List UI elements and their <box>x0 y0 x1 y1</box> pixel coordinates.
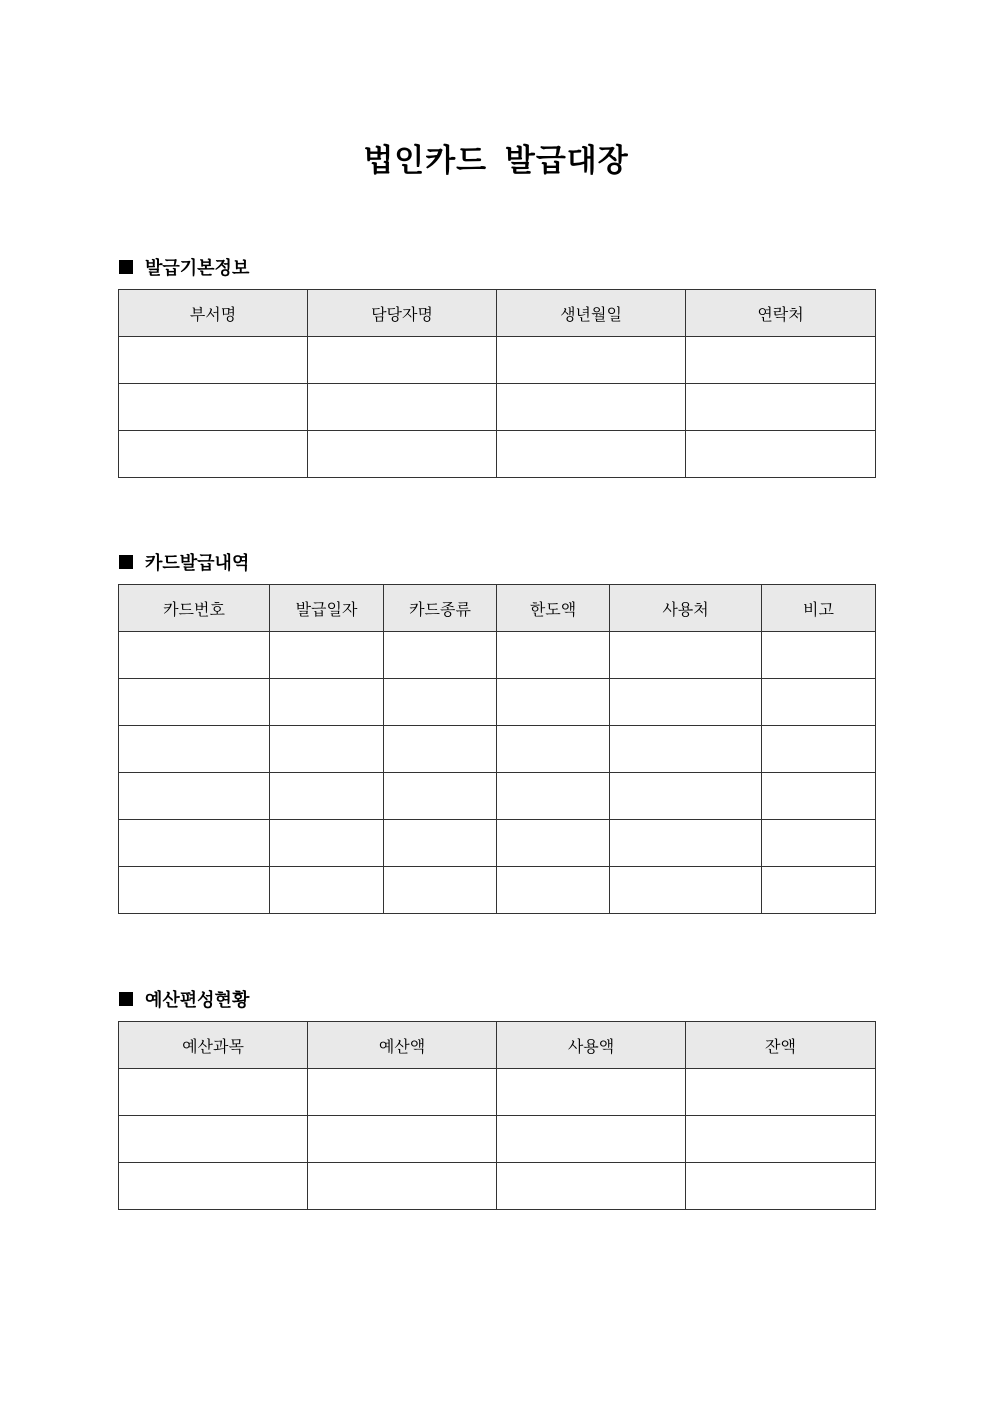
table-cell[interactable] <box>119 384 308 431</box>
section-heading-budget <box>119 986 249 1012</box>
table-row <box>119 1163 876 1210</box>
column-header-contact: 연락처 <box>686 290 876 337</box>
table-cell[interactable] <box>610 726 762 773</box>
table-cell[interactable] <box>686 1163 876 1210</box>
table-cell[interactable] <box>497 1163 686 1210</box>
table-cell[interactable] <box>497 384 686 431</box>
basic-info-table <box>118 289 876 478</box>
table-cell[interactable] <box>270 679 384 726</box>
table-cell[interactable] <box>308 1116 497 1163</box>
table-cell[interactable] <box>610 773 762 820</box>
table-row <box>119 867 876 914</box>
table-cell[interactable] <box>270 726 384 773</box>
column-header-limit: 한도액 <box>497 585 610 632</box>
table-row <box>119 1116 876 1163</box>
table-cell[interactable] <box>497 1116 686 1163</box>
square-bullet-icon <box>119 992 133 1006</box>
table-row <box>119 384 876 431</box>
column-header-remarks: 비고 <box>762 585 876 632</box>
table-row <box>119 679 876 726</box>
table-cell[interactable] <box>119 1069 308 1116</box>
table-cell[interactable] <box>270 632 384 679</box>
column-header-balance: 잔액 <box>686 1022 876 1069</box>
budget-table <box>118 1021 876 1210</box>
table-cell[interactable] <box>762 632 876 679</box>
table-cell[interactable] <box>497 337 686 384</box>
table-cell[interactable] <box>119 1116 308 1163</box>
table-row <box>119 726 876 773</box>
table-cell[interactable] <box>384 773 497 820</box>
section-heading-basic-info <box>119 254 249 280</box>
table-cell[interactable] <box>497 726 610 773</box>
table-cell[interactable] <box>308 337 497 384</box>
table-row <box>119 1069 876 1116</box>
table-cell[interactable] <box>119 1163 308 1210</box>
page-title: 법인카드 발급대장 <box>363 143 629 179</box>
table-cell[interactable] <box>119 679 270 726</box>
table-cell[interactable] <box>384 632 497 679</box>
table-cell[interactable] <box>686 384 876 431</box>
card-issuance-table <box>118 584 876 914</box>
column-header-usage-place: 사용처 <box>610 585 762 632</box>
table-cell[interactable] <box>308 1163 497 1210</box>
table-cell[interactable] <box>497 867 610 914</box>
table-cell[interactable] <box>119 820 270 867</box>
table-cell[interactable] <box>762 726 876 773</box>
table-cell[interactable] <box>610 867 762 914</box>
section-heading-card-issuance <box>119 549 249 575</box>
table-cell[interactable] <box>762 773 876 820</box>
table-cell[interactable] <box>119 867 270 914</box>
table-cell[interactable] <box>762 679 876 726</box>
column-header-card-number: 카드번호 <box>119 585 270 632</box>
table-row <box>119 820 876 867</box>
table-cell[interactable] <box>686 337 876 384</box>
table-header-row <box>119 290 876 337</box>
table-cell[interactable] <box>119 337 308 384</box>
table-header-row <box>119 1022 876 1069</box>
column-header-budget-item: 예산과목 <box>119 1022 308 1069</box>
table-cell[interactable] <box>384 820 497 867</box>
table-cell[interactable] <box>270 867 384 914</box>
table-cell[interactable] <box>497 632 610 679</box>
table-cell[interactable] <box>119 726 270 773</box>
column-header-birthdate: 생년월일 <box>497 290 686 337</box>
table-header-row <box>119 585 876 632</box>
table-cell[interactable] <box>497 1069 686 1116</box>
column-header-manager: 담당자명 <box>308 290 497 337</box>
table-cell[interactable] <box>308 384 497 431</box>
table-cell[interactable] <box>762 867 876 914</box>
table-cell[interactable] <box>119 431 308 478</box>
table-cell[interactable] <box>497 820 610 867</box>
table-cell[interactable] <box>497 431 686 478</box>
column-header-department: 부서명 <box>119 290 308 337</box>
table-cell[interactable] <box>686 431 876 478</box>
column-header-card-type: 카드종류 <box>384 585 497 632</box>
column-header-issue-date: 발급일자 <box>270 585 384 632</box>
table-cell[interactable] <box>270 820 384 867</box>
section-heading-label: 발급기본정보 <box>145 258 250 279</box>
table-cell[interactable] <box>308 431 497 478</box>
column-header-used-amount: 사용액 <box>497 1022 686 1069</box>
section-heading-label: 카드발급내역 <box>145 553 250 574</box>
table-cell[interactable] <box>610 679 762 726</box>
table-cell[interactable] <box>610 820 762 867</box>
table-cell[interactable] <box>270 773 384 820</box>
table-cell[interactable] <box>119 773 270 820</box>
table-cell[interactable] <box>384 679 497 726</box>
section-heading-label: 예산편성현황 <box>145 990 250 1011</box>
table-cell[interactable] <box>384 726 497 773</box>
table-cell[interactable] <box>610 632 762 679</box>
table-row <box>119 337 876 384</box>
column-header-budget-amount: 예산액 <box>308 1022 497 1069</box>
table-cell[interactable] <box>308 1069 497 1116</box>
table-cell[interactable] <box>497 679 610 726</box>
table-cell[interactable] <box>497 773 610 820</box>
square-bullet-icon <box>119 260 133 274</box>
table-row <box>119 773 876 820</box>
table-row <box>119 632 876 679</box>
table-cell[interactable] <box>686 1069 876 1116</box>
table-cell[interactable] <box>384 867 497 914</box>
table-cell[interactable] <box>686 1116 876 1163</box>
table-cell[interactable] <box>762 820 876 867</box>
table-row <box>119 431 876 478</box>
square-bullet-icon <box>119 555 133 569</box>
table-cell[interactable] <box>119 632 270 679</box>
